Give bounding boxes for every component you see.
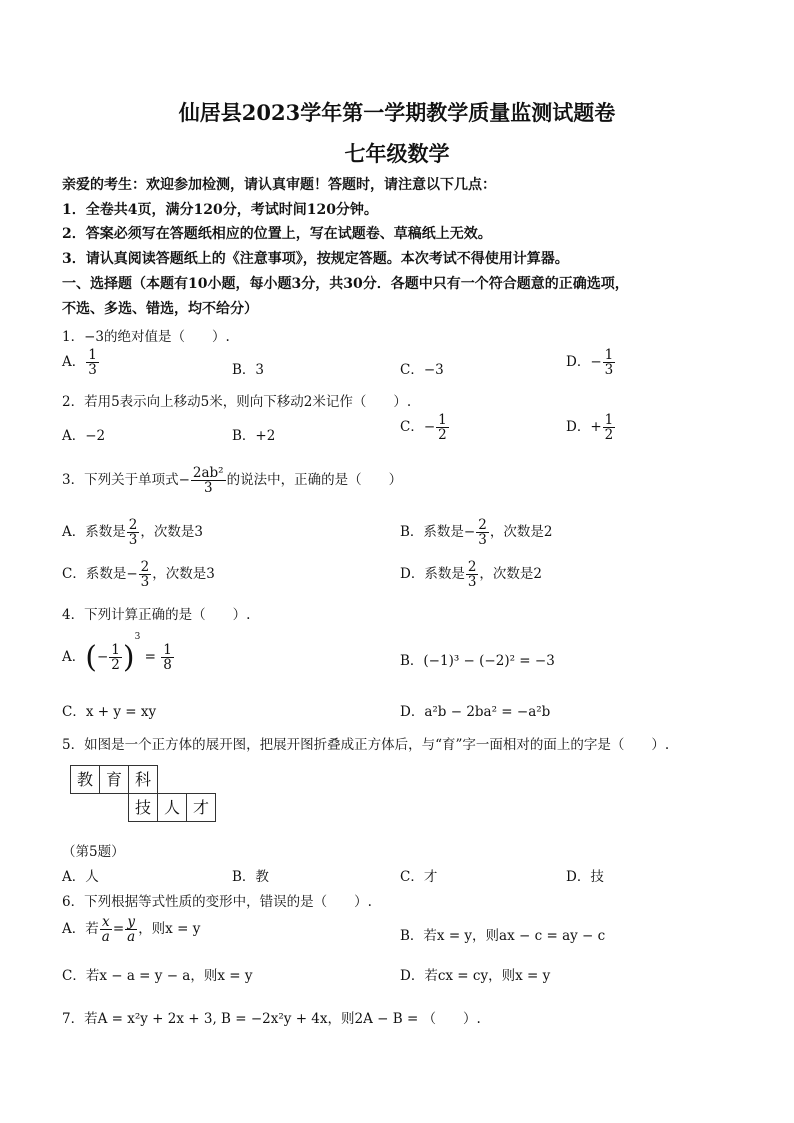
question-6-option-d: D．若cx = cy，则x = y bbox=[400, 968, 551, 984]
notes-item: 3．请认真阅读答题纸上的《注意事项》，按规定答题。本次考试不得使用计算器。 bbox=[62, 251, 569, 267]
question-2-option-c: C．− $\frac{1}{2}$ bbox=[400, 412, 447, 444]
question-2-stem: 2．若用5表示向上移动5米，则向下移动2米记作（ ）. bbox=[62, 394, 412, 410]
section-heading: 一、选择题（本题有10小题，每小题3分，共30分．各题中只有一个符合题意的正确选项， bbox=[62, 276, 629, 292]
cube-net-cell: 技 bbox=[128, 793, 158, 822]
question-2-option-b: B．+2 bbox=[232, 428, 276, 444]
exam-title: 仙居县2023学年第一学期教学质量监测试题卷 bbox=[178, 100, 616, 125]
question-1-option-b: B．3 bbox=[232, 362, 265, 378]
question-7-stem: 7．若A = x²y + 2x + 3, B = −2x²y + 4x，则2A − B = （ ）. bbox=[62, 1011, 481, 1027]
question-1-option-a: A． $\frac{1}{3}$ bbox=[62, 347, 97, 379]
question-3-option-c: C．系数是− $\frac{2}{3}$ ，次数是3 bbox=[62, 559, 215, 591]
question-6-option-b: B．若x = y，则ax − c = ay − c bbox=[400, 928, 606, 944]
question-5-stem: 5．如图是一个正方体的展开图，把展开图折叠成正方体后，与“育”字一面相对的面上的字是（ ）. bbox=[62, 737, 670, 753]
question-2-option-a: A．−2 bbox=[62, 428, 106, 444]
question-3-option-b: B．系数是− $\frac{2}{3}$ ，次数是2 bbox=[400, 517, 553, 549]
question-3-option-d: D．系数是 $\frac{2}{3}$ ，次数是2 bbox=[400, 559, 543, 591]
question-1-option-c: C．−3 bbox=[400, 362, 444, 378]
question-1-option-d: D．− $\frac{1}{3}$ bbox=[566, 347, 614, 379]
question-5-option-a: A．人 bbox=[62, 869, 99, 885]
question-4-option-b: B．(−1)³ − (−2)² = −3 bbox=[400, 653, 555, 669]
question-3-option-a: A．系数是 $\frac{2}{3}$ ，次数是3 bbox=[62, 517, 203, 549]
exam-subtitle: 七年级数学 bbox=[344, 141, 450, 166]
question-4-stem: 4．下列计算正确的是（ ）. bbox=[62, 607, 251, 623]
notes-greeting: 亲爱的考生：欢迎参加检测，请认真审题！答题时，请注意以下几点： bbox=[62, 177, 496, 193]
notes-item: 1．全卷共4页，满分120分，考试时间120分钟。 bbox=[62, 202, 378, 218]
question-6-option-c: C．若x − a = y − a，则x = y bbox=[62, 968, 253, 984]
figure-caption: （第5题） bbox=[62, 844, 125, 860]
question-6-option-a: A．若 $\frac{x}{a}$ = $\frac{y}{a}$ ，则x = y bbox=[62, 914, 201, 946]
question-4-option-c: C．x + y = xy bbox=[62, 704, 157, 720]
question-3-stem: 3．下列关于单项式− $\frac{\text{2ab²}}{3}$ 的说法中，正确的是（ ） bbox=[62, 465, 403, 497]
section-heading-cont: 不选、多选、错选，均不给分） bbox=[62, 301, 258, 317]
question-5-option-b: B．教 bbox=[232, 869, 269, 885]
cube-net-cell: 人 bbox=[157, 793, 187, 822]
question-4-option-d: D．a²b − 2ba² = −a²b bbox=[400, 704, 551, 720]
question-5-option-c: C．才 bbox=[400, 869, 438, 885]
question-5-option-d: D．技 bbox=[566, 869, 604, 885]
notes-item: 2．答案必须写在答题纸相应的位置上，写在试题卷、草稿纸上无效。 bbox=[62, 226, 492, 242]
question-6-stem: 6．下列根据等式性质的变形中，错误的是（ ）. bbox=[62, 894, 372, 910]
cube-net-cell: 育 bbox=[99, 765, 129, 794]
question-4-option-a: A．(− $\frac{1}{2}$ )$^3$ = $\frac{1}{8}$ bbox=[62, 632, 172, 675]
question-2-option-d: D．+ $\frac{1}{2}$ bbox=[566, 412, 614, 444]
cube-net-cell: 才 bbox=[186, 793, 216, 822]
cube-net-cell: 科 bbox=[128, 765, 158, 794]
cube-net-cell: 教 bbox=[70, 765, 100, 794]
question-1-stem: 1．−3的绝对值是（ ）. bbox=[62, 329, 230, 345]
